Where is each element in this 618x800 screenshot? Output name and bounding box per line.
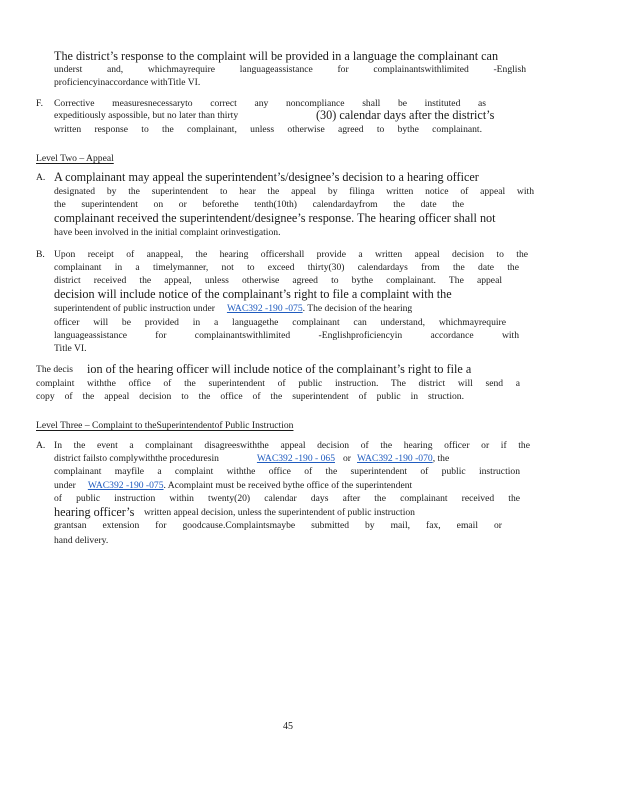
level-three-a-line-7: grantsan extension for goodcause.Complaintsmaybe submitted by mail, fax, email or (54, 520, 502, 531)
level-three-a-line-2-or: or (343, 453, 351, 464)
level-three-item-a-marker: A. (36, 440, 46, 451)
level-two-b-line-3: district received the appeal, unless otherwise agreed to bythe complainant. The appeal (54, 275, 502, 286)
level-three-a-line-1: In the event a complainant disagreeswiththe appeal decision of the hearing officer or if the (54, 440, 530, 451)
level-two-item-a-marker: A. (36, 172, 46, 183)
item-f-line-3: written response to the complainant, unless otherwise agreed to bythe complainant. (54, 124, 482, 135)
level-two-a-line-3: the superintendent on or beforethe tenth(10th) calendardayfrom the date the (54, 199, 464, 210)
level-two-b-line-1: Upon receipt of anappeal, the hearing officershall provide a written appeal decision to the (54, 249, 528, 260)
level-two-b-line-6: officer will be provided in a languagethe complainant can understand, whichmayrequire (54, 317, 506, 328)
level-three-a-line-2 (54, 453, 449, 465)
decision-line-1b: ion of the hearing officer will include notice of the complainant’s right to file a (87, 362, 472, 376)
level-two-b-line-5a: superintendent of public instruction under (54, 303, 215, 314)
level-two-a-line-1: A complainant may appeal the superintendent’s/designee’s decision to a hearing officer (54, 170, 479, 184)
level-two-a-line-4: complainant received the superintendent/designee’s response. The hearing officer shall not (54, 211, 496, 225)
level-three-a-line-3: complainant mayfile a complaint withthe office of the superintendent of public instruction (54, 466, 520, 477)
level-three-a-line-2a: district failsto complywiththe proceduresin (54, 453, 219, 464)
level-three-a-line-6a: hearing officer’s (54, 505, 135, 519)
decision-line-1a: The decis (36, 364, 74, 375)
wac-392-190-075-link-2[interactable]: WAC392 -190 -075 (87, 480, 164, 491)
level-two-b-line-5b: . The decision of the hearing (302, 303, 413, 314)
item-f-line-2a: expeditiously aspossible, but no later than thirty (54, 110, 239, 121)
level-two-b-line-5 (54, 303, 412, 315)
level-three-heading: Level Three – Complaint to theSuperintendentof Public Instruction (36, 420, 294, 431)
level-two-a-line-2: designated by the superintendent to hear the appeal by filinga written notice of appeal with (54, 186, 534, 197)
decision-line-3: copy of the appeal decision to the office of the superintendent of public in struction. (36, 391, 464, 402)
intro-line-1: The district’s response to the complaint will be provided in a language the complainant can (54, 49, 499, 63)
item-f-marker: F. (36, 98, 43, 109)
intro-line-3: proficiencyinaccordance withTitle VI. (54, 77, 201, 88)
item-f-line-2b: (30) calendar days after the district’s (316, 108, 495, 122)
wac-392-190-065-link[interactable]: WAC392 -190 - 065 (256, 453, 335, 464)
wac-392-190-070-link[interactable]: WAC392 -190 -070 (357, 453, 433, 464)
level-three-a-line-5: of public instruction within twenty(20) calendar days after the complainant received the (54, 493, 520, 504)
wac-392-190-075-link[interactable]: WAC392 -190 -075 (226, 303, 303, 314)
level-two-b-line-8: Title VI. (54, 343, 87, 354)
item-f-line-1: Corrective measuresnecessaryto correct any noncompliance shall be instituted as (54, 98, 486, 109)
level-three-a-line-2b: , the (432, 453, 450, 464)
intro-line-2: underst and, whichmayrequire languageassistance for complainantswithlimited -English (54, 64, 526, 75)
level-three-a-line-4 (54, 480, 412, 492)
level-two-heading: Level Two – Appeal (36, 153, 114, 164)
level-three-a-line-4a: under (54, 480, 76, 491)
level-three-a-line-6b: written appeal decision, unless the superintendent of public instruction (144, 507, 415, 518)
level-three-a-line-8: hand delivery. (54, 535, 109, 546)
level-two-a-line-5: have been involved in the initial complaint orinvestigation. (54, 227, 281, 238)
level-two-b-line-7: languageassistance for complainantswithlimited -Englishproficiencyin accordance with (54, 330, 519, 341)
decision-line-2: complaint withthe office of the superintendent of public instruction. The district will send a (36, 378, 520, 389)
level-three-a-line-4b: . Acomplaint must be received bythe office of the superintendent (163, 480, 413, 491)
level-two-b-line-2: complainant in a timelymanner, not to exceed thirty(30) calendardays from the date the (54, 262, 519, 273)
page-number: 45 (283, 721, 293, 732)
level-two-item-b-marker: B. (36, 249, 45, 260)
level-two-b-line-4: decision will include notice of the complainant’s right to file a complaint with the (54, 287, 452, 301)
